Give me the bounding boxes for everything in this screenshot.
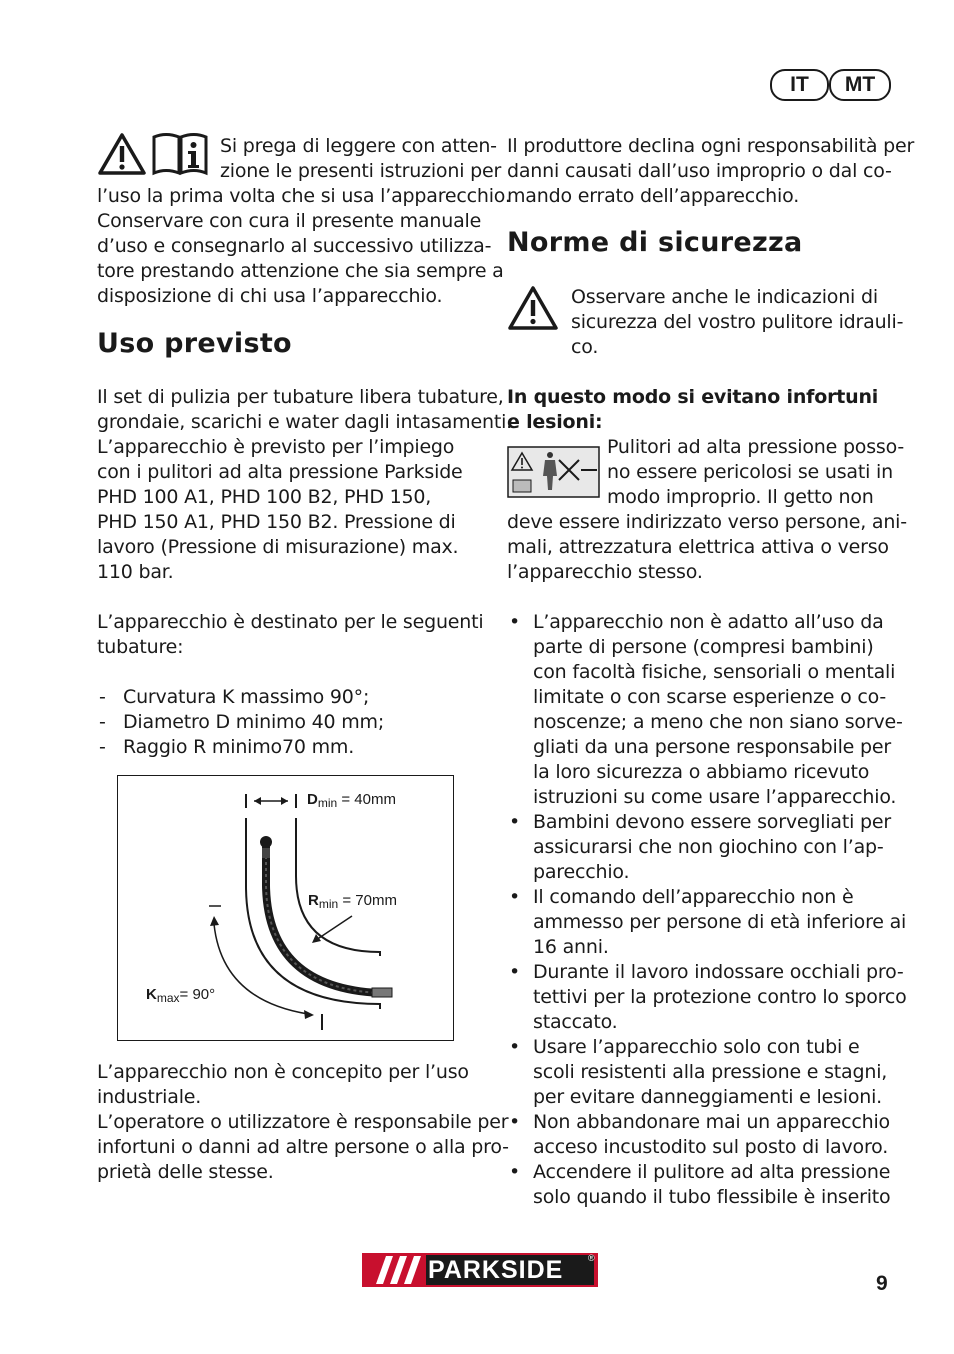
intro-line: d’uso e consegnarlo al successivo utilizza- xyxy=(97,235,492,257)
r-subscript: min xyxy=(318,897,339,911)
list-item: - Raggio R minimo70 mm. xyxy=(97,735,384,760)
d-letter: D xyxy=(307,791,318,808)
bullet-item xyxy=(507,1110,907,1160)
bullet-line: parecchio. xyxy=(533,861,630,883)
d-min-label xyxy=(307,791,396,810)
bullet-item xyxy=(507,810,907,885)
paragraph-line: industriale. xyxy=(97,1086,202,1108)
r-value: = 70mm xyxy=(338,892,397,909)
bullet-line: • L’apparecchio non è adatto all’uso da xyxy=(533,611,884,633)
paragraph-line: Pulitori ad alta pressione posso- xyxy=(607,436,905,458)
bullet-line: assicurarsi che non giochino con l’ap- xyxy=(533,836,884,858)
heading-uso-previsto: Uso previsto xyxy=(97,328,292,359)
intro-text xyxy=(0,134,511,309)
subheading-line: In questo modo si evitano infortuni xyxy=(507,386,879,408)
bullet-line: staccato. xyxy=(533,1011,618,1033)
paragraph-line: lavoro (Pressione di misurazione) max. xyxy=(97,536,459,558)
paragraph-line: L’operatore o utilizzatore è responsabile per xyxy=(97,1111,509,1133)
list-item: - Curvatura K massimo 90°; xyxy=(97,685,384,710)
note-line: sicurezza del vostro pulitore idrauli- xyxy=(571,311,904,333)
bullet-line: solo quando il tubo flessibile è inserito xyxy=(533,1186,891,1208)
bullet-line: acceso incustodito sul posto di lavoro. xyxy=(533,1136,889,1158)
pipe-bend-diagram xyxy=(117,775,454,1041)
requirements-list xyxy=(97,685,384,760)
bullet-line: limitate o con scarse esperienze o co- xyxy=(533,686,887,708)
subheading-line: e lesioni: xyxy=(507,411,603,433)
bullet-line: • Durante il lavoro indossare occhiali pro- xyxy=(533,961,904,983)
paragraph-line: danni causati dall’uso improprio o dal co- xyxy=(507,160,892,182)
uso-previsto-paragraph xyxy=(97,385,512,585)
high-pressure-warning-icon xyxy=(507,446,600,498)
paragraph-line: deve essere indirizzato verso persone, ani- xyxy=(507,511,907,533)
bullet-item xyxy=(507,885,907,960)
disclaimer-paragraph xyxy=(507,134,914,209)
parkside-logo xyxy=(362,1253,598,1287)
bullet-line: noscenze; a meno che non siano sorve- xyxy=(533,711,903,733)
bullet-item xyxy=(507,610,907,810)
intro-line: zione le presenti istruzioni per xyxy=(220,160,502,182)
bullet-line: tettivi per la protezione contro lo sporco xyxy=(533,986,907,1008)
paragraph-line: modo improprio. Il getto non xyxy=(607,486,874,508)
note-line: Osservare anche le indicazioni di xyxy=(571,286,878,308)
safety-bullet-list xyxy=(507,610,907,1210)
lang-badge-mt: MT xyxy=(829,69,891,101)
industrial-use-paragraph xyxy=(97,1060,509,1185)
paragraph-line: infortuni o danni ad altre persone o alla pro- xyxy=(97,1136,509,1158)
high-pressure-text-continued xyxy=(507,510,907,585)
bullet-line: istruzioni su come usare l’apparecchio. xyxy=(533,786,897,808)
bullet-line: • Usare l’apparecchio solo con tubi e xyxy=(533,1036,860,1058)
k-max-label xyxy=(146,986,215,1005)
note-line: co. xyxy=(571,336,599,358)
bullet-line: • Non abbandonare mai un apparecchio xyxy=(533,1111,890,1133)
logo-brand-text: PARKSIDE xyxy=(428,1256,564,1284)
bullet-line: • Bambini devono essere sorvegliati per xyxy=(533,811,891,833)
bullet-item xyxy=(507,960,907,1035)
r-letter: R xyxy=(308,892,319,909)
paragraph-line: con i pulitori ad alta pressione Parkside xyxy=(97,461,463,483)
warning-triangle-icon xyxy=(507,285,559,331)
paragraph-line: PHD 100 A1, PHD 100 B2, PHD 150, xyxy=(97,486,432,508)
tubature-paragraph xyxy=(97,610,483,660)
bullet-line: scoli resistenti alla pressione e stagni, xyxy=(533,1061,888,1083)
bullet-line: • Accendere il pulitore ad alta pressione xyxy=(533,1161,891,1183)
bullet-item xyxy=(507,1160,907,1210)
bullet-line: con facoltà fisiche, sensoriali o mentali xyxy=(533,661,896,683)
intro-line: Conservare con cura il presente manuale xyxy=(97,210,482,232)
paragraph-line: PHD 150 A1, PHD 150 B2. Pressione di xyxy=(97,511,456,533)
paragraph-line: L’apparecchio non è concepito per l’uso xyxy=(97,1061,469,1083)
high-pressure-text xyxy=(607,435,904,510)
paragraph-line: 110 bar. xyxy=(97,561,174,583)
r-min-label xyxy=(308,892,397,911)
page-number: 9 xyxy=(876,1272,888,1295)
bullet-line: ammesso per persone di età inferiore ai xyxy=(533,911,907,933)
paragraph-line: tubature: xyxy=(97,636,184,658)
k-subscript: max xyxy=(156,991,180,1005)
bullet-line: gliati da una persone responsabile per xyxy=(533,736,891,758)
intro-line: l’uso la prima volta che si usa l’apparecchio. xyxy=(97,185,511,207)
bullet-line: per evitare danneggiamenti e lesioni. xyxy=(533,1086,883,1108)
paragraph-line: L’apparecchio è previsto per l’impiego xyxy=(97,436,455,458)
heading-norme-di-sicurezza: Norme di sicurezza xyxy=(507,227,803,258)
bullet-line: parte di persone (compresi bambini) xyxy=(533,636,874,658)
paragraph-line: mali, attrezzatura elettrica attiva o verso xyxy=(507,536,889,558)
safety-subheading xyxy=(507,385,878,435)
paragraph-line: prietà delle stesse. xyxy=(97,1161,274,1183)
bullet-item xyxy=(507,1035,907,1110)
safety-note xyxy=(571,285,903,360)
d-value: = 40mm xyxy=(337,791,396,808)
bullet-line: • Il comando dell’apparecchio non è xyxy=(533,886,854,908)
intro-line: disposizione di chi usa l’apparecchio. xyxy=(97,285,443,307)
list-item: - Diametro D minimo 40 mm; xyxy=(97,710,384,735)
bullet-line: la loro sicurezza o abbiamo ricevuto xyxy=(533,761,870,783)
intro-line: tore prestando attenzione che sia sempre a xyxy=(97,260,504,282)
k-value: = 90° xyxy=(179,986,216,1003)
paragraph-line: Il set di pulizia per tubature libera tubature, xyxy=(97,386,504,408)
logo-stripes-icon xyxy=(366,1256,426,1284)
paragraph-line: grondaie, scarichi e water dagli intasamenti. xyxy=(97,411,512,433)
paragraph-line: Il produttore declina ogni responsabilità per xyxy=(507,135,915,157)
intro-line: Si prega di leggere con atten- xyxy=(220,135,497,157)
paragraph-line: mando errato dell’apparecchio. xyxy=(507,185,800,207)
registered-mark: ® xyxy=(588,1253,595,1263)
d-subscript: min xyxy=(317,796,338,810)
paragraph-line: l’apparecchio stesso. xyxy=(507,561,703,583)
paragraph-line: no essere pericolosi se usati in xyxy=(607,461,893,483)
paragraph-line: L’apparecchio è destinato per le seguenti xyxy=(97,611,484,633)
lang-badge-it: IT xyxy=(770,69,829,101)
bullet-line: 16 anni. xyxy=(533,936,609,958)
k-letter: K xyxy=(146,986,157,1003)
